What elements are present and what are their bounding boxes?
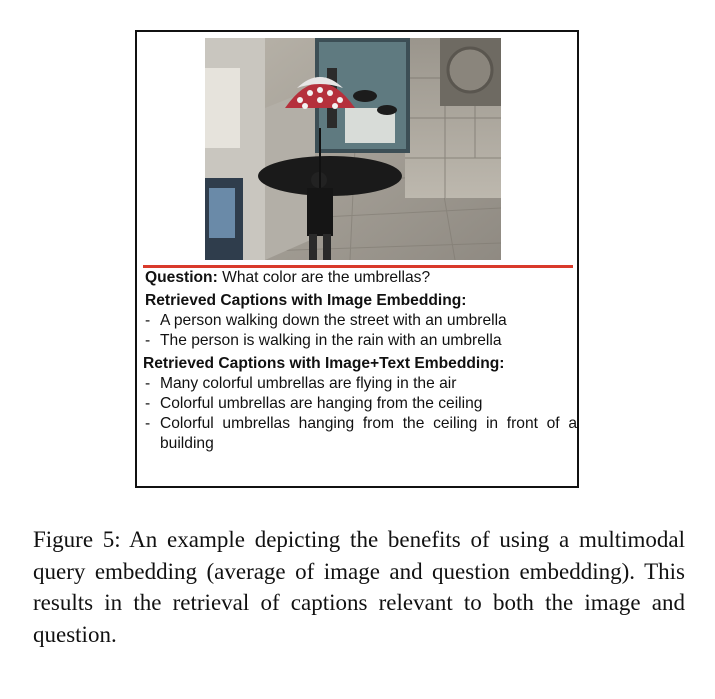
figure-panel: [135, 30, 579, 488]
umbrella-scene-image: [205, 38, 501, 260]
list-item: - The person is walking in the rain with an umbrella: [143, 331, 577, 351]
caption-list-image: [143, 311, 577, 351]
list-item: - Colorful umbrellas hanging from the ceiling in front of a building: [143, 414, 577, 454]
caption-list-image-text: [143, 374, 577, 454]
question-line: [145, 268, 577, 288]
figure-caption: Figure 5: An example depicting the benefits of using a multimodal query embedding (average of image and question embedding). This results in the retrieval of captions relevant to both the image and question.: [33, 527, 685, 647]
figure-text: [143, 268, 577, 454]
list-item: - Many colorful umbrellas are flying in the air: [143, 374, 577, 394]
question-text: What color are the umbrellas?: [217, 269, 431, 286]
section-heading-image: Retrieved Captions with Image Embedding:: [145, 292, 467, 309]
question-label: Question:: [145, 269, 218, 286]
section-heading-image-text: Retrieved Captions with Image+Text Embedding:: [143, 355, 505, 372]
street-photo: [205, 38, 501, 260]
list-item: - Colorful umbrellas are hanging from the ceiling: [143, 394, 577, 414]
list-item: - A person walking down the street with an umbrella: [143, 311, 577, 331]
